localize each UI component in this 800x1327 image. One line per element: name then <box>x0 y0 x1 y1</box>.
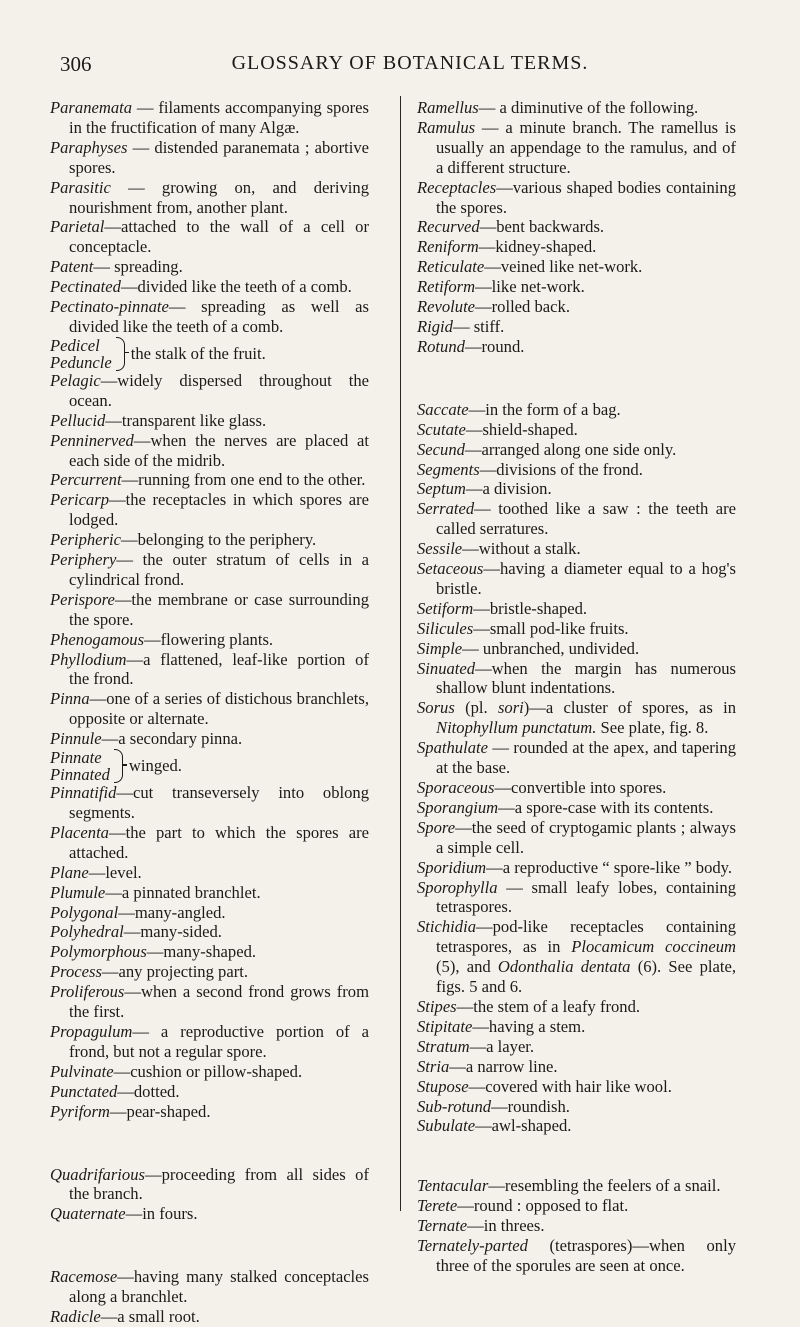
entry-term: Serrated <box>417 499 475 519</box>
entry-term: Racemose <box>50 1267 118 1287</box>
entry-term: Peduncle <box>50 352 112 372</box>
entry-term: Polygonal <box>50 902 119 922</box>
entry-term: Stratum <box>417 1036 470 1056</box>
glossary-entry: Stichidia—pod-like receptacles containing tetraspores, as in Plocamicum coccineum (5), and Odonthalia dentata (6). See plate, figs. 5 and 6. <box>417 917 736 997</box>
glossary-entry <box>50 942 369 962</box>
page-header <box>60 52 760 82</box>
entry-definition: —any projecting part. <box>101 962 248 982</box>
entry-definition: —rolled back. <box>475 297 570 317</box>
entry-term: Setiform <box>417 598 474 618</box>
glossary-entry <box>50 297 369 337</box>
entry-definition: —a pinnated branchlet. <box>105 882 261 902</box>
entry-definition: —roundish. <box>491 1096 570 1116</box>
glossary-entry <box>417 738 736 778</box>
glossary-entry <box>417 277 736 297</box>
glossary-entry <box>417 659 736 699</box>
section-gap <box>50 1224 369 1267</box>
entry-definition: — rounded at the apex, and tapering at the base. <box>436 738 736 778</box>
entry-term: Punctated <box>50 1081 118 1101</box>
entry-definition: —the membrane or case surrounding the spore. <box>69 589 369 629</box>
entry-term: Tentacular <box>417 1176 489 1196</box>
glossary-entry <box>417 798 736 818</box>
glossary-entry <box>417 559 736 599</box>
glossary-entry <box>417 460 736 480</box>
entry-term: Silicules <box>417 618 474 638</box>
entry-term: Patent <box>50 257 94 277</box>
entry-definition: —attached to the wall of a cell or conceptacle. <box>69 217 369 257</box>
entry-term: Pulvinate <box>50 1061 114 1081</box>
glossary-entry <box>417 1236 736 1276</box>
entry-term: Rotund <box>417 336 465 356</box>
entry-definition: —round. <box>464 336 525 356</box>
glossary-entry <box>50 689 369 729</box>
entry-definition: —divided like the teeth of a comb. <box>120 277 352 297</box>
glossary-entry <box>50 337 369 371</box>
glossary-entry <box>50 1022 369 1062</box>
entry-definition: —in threes. <box>467 1216 545 1236</box>
glossary-entry <box>417 297 736 317</box>
entry-definition: —bent backwards. <box>479 217 605 237</box>
entry-term: Septum <box>417 479 466 499</box>
glossary-entry <box>417 420 736 440</box>
glossary-entry <box>50 729 369 749</box>
entry-term: Stipes <box>417 996 457 1016</box>
entry-definition: —small pod-like fruits. <box>473 618 629 638</box>
entry-term: Pericarp <box>50 490 109 510</box>
page-number: 306 <box>60 52 92 76</box>
entry-definition: —belonging to the periphery. <box>120 530 317 550</box>
entry-term: Penninerved <box>50 430 134 450</box>
entry-definition: —the seed of cryptogamic plants ; always a simple cell. <box>436 817 736 857</box>
entry-definition: — a minute branch. The ramellus is usually an appendage to the ramulus, and of a different structure. <box>436 117 736 177</box>
entry-term: Pinnule <box>50 729 102 749</box>
glossary-entry <box>50 178 369 218</box>
entry-definition: —in fours. <box>125 1204 198 1224</box>
entry-term: Propagulum <box>50 1021 133 1041</box>
entry-term: Spathulate <box>417 738 488 758</box>
entry-definition: —a small root. <box>100 1307 200 1327</box>
glossary-entry <box>417 237 736 257</box>
entry-term: Ramulus <box>417 117 476 137</box>
entry-definition: —veined like net-work. <box>484 257 643 277</box>
entry-definition: —covered with hair like wool. <box>468 1076 672 1096</box>
glossary-entry <box>50 1082 369 1102</box>
left-column <box>50 98 369 1327</box>
glossary-entry <box>50 823 369 863</box>
entry-definition: —various shaped bodies containing the spores. <box>436 177 736 217</box>
entry-definition: —when a second frond grows from the first. <box>69 982 369 1022</box>
entry-term: Stichidia <box>417 917 476 937</box>
entry-definition: — a diminutive of the following. <box>478 98 699 117</box>
glossary-entry <box>417 257 736 277</box>
entry-term: Phyllodium <box>50 649 127 669</box>
glossary-entry <box>50 530 369 550</box>
glossary-entry <box>50 217 369 257</box>
running-title: GLOSSARY OF BOTANICAL TERMS. <box>231 52 589 74</box>
entry-definition: —without a stalk. <box>462 539 581 559</box>
glossary-entry <box>417 599 736 619</box>
glossary-entry <box>50 883 369 903</box>
entry-term: Plane <box>50 862 89 882</box>
entry-definition: —awl-shaped. <box>475 1116 572 1136</box>
entry-term: Stria <box>417 1056 450 1076</box>
entry-term: Terete <box>417 1196 458 1216</box>
glossary-entry <box>50 922 369 942</box>
entry-term: Sorus <box>417 698 455 718</box>
entry-term: Quadrifarious <box>50 1164 145 1184</box>
entry-term: Saccate <box>417 399 469 419</box>
entry-definition: —the receptacles in which spores are lodged. <box>69 490 369 530</box>
entry-term: Ramellus <box>417 98 479 117</box>
entry-definition: — stiff. <box>452 316 505 336</box>
glossary-entry <box>50 630 369 650</box>
glossary-entry <box>417 400 736 420</box>
glossary-entry <box>50 863 369 883</box>
glossary-entry <box>50 590 369 630</box>
glossary-entry <box>50 257 369 277</box>
brace-mark <box>114 749 123 783</box>
entry-definition: —arranged along one side only. <box>464 439 677 459</box>
glossary-entry <box>50 1267 369 1307</box>
glossary-entry <box>50 550 369 590</box>
glossary-entry <box>417 1017 736 1037</box>
entry-definition: —proceeding from all sides of the branch. <box>69 1164 369 1204</box>
entry-definition: —cut transeversely into oblong segments. <box>69 783 369 822</box>
entry-definition: —a narrow line. <box>449 1056 558 1076</box>
entry-definition: —pear-shaped. <box>109 1101 211 1121</box>
glossary-entry <box>50 1307 369 1327</box>
entry-definition: —a spore-case with its contents. <box>498 797 714 817</box>
entry-definition: —when the margin has numerous shallow blunt indentations. <box>436 658 736 698</box>
entry-definition: — a reproductive portion of a frond, but not a regular spore. <box>69 1021 369 1061</box>
entry-term: Parietal <box>50 217 105 237</box>
entry-definition: —having a stem. <box>472 1016 586 1036</box>
glossary-entry <box>417 858 736 878</box>
entry-term: Perispore <box>50 589 115 609</box>
entry-term: Proliferous <box>50 982 125 1002</box>
entry-definition: — filaments accompanying spores in the fructification of many Algæ. <box>69 98 369 137</box>
entry-definition: — spreading as well as divided like the teeth of a comb. <box>69 297 369 336</box>
entry-definition: —a division. <box>465 479 552 499</box>
glossary-entry <box>50 138 369 178</box>
glossary-entry <box>417 178 736 218</box>
glossary-entry <box>50 431 369 471</box>
glossary-entry <box>50 277 369 297</box>
entry-definition: —round : opposed to flat. <box>457 1196 629 1216</box>
entry-definition: —like net-work. <box>475 277 585 297</box>
entry-term: Phenogamous <box>50 629 145 649</box>
entry-definition: —the part to which the spores are attached. <box>69 822 369 862</box>
entry-term: Stipitate <box>417 1016 473 1036</box>
entry-term: Radicle <box>50 1307 101 1327</box>
entry-definition: —flowering plants. <box>144 629 274 649</box>
entry-term: Rigid <box>417 316 453 336</box>
entry-term: Recurved <box>417 217 480 237</box>
glossary-entry <box>50 1204 369 1224</box>
glossary-entry <box>50 650 369 690</box>
entry-term: Plumule <box>50 882 106 902</box>
entry-definition: —having a diameter equal to a hog's bristle. <box>436 559 736 598</box>
glossary-entry <box>50 411 369 431</box>
column-divider <box>400 96 401 1211</box>
entry-definition: —divisions of the frond. <box>479 459 643 479</box>
entry-term: Periphery <box>50 550 117 570</box>
glossary-entry <box>50 749 369 783</box>
entry-term: Percurrent <box>50 470 122 490</box>
glossary-entry <box>417 337 736 357</box>
entry-definition: —resembling the feelers of a snail. <box>488 1176 721 1196</box>
entry-definition: —a flattened, leaf-like portion of the frond. <box>69 649 369 689</box>
glossary-entry <box>417 619 736 639</box>
glossary-entry <box>417 440 736 460</box>
glossary-entry <box>417 878 736 918</box>
glossary-entry <box>417 1077 736 1097</box>
entry-term: Pinnated <box>50 765 110 785</box>
glossary-entry <box>50 470 369 490</box>
glossary-entry <box>417 778 736 798</box>
entry-definition: — unbranched, undivided. <box>462 638 640 658</box>
entry-definition: —dotted. <box>117 1081 180 1101</box>
entry-term: Paranemata <box>50 98 133 117</box>
entry-term: Quaternate <box>50 1204 126 1224</box>
entry-definition: —shield-shaped. <box>465 419 578 439</box>
entry-term: Reticulate <box>417 257 485 277</box>
entry-term: Secund <box>417 439 465 459</box>
glossary-entry <box>417 1176 736 1196</box>
entry-term: Sporidium <box>417 857 487 877</box>
section-gap <box>50 1122 369 1165</box>
entry-term: Retiform <box>417 277 476 297</box>
entry-definition: —many-angled. <box>118 902 226 922</box>
glossary-entry <box>50 962 369 982</box>
entry-term: Sporaceous <box>417 778 495 797</box>
entry-term: Pedicel <box>50 335 100 355</box>
entry-term: Sinuated <box>417 658 476 678</box>
entry-definition: —many-shaped. <box>146 942 257 962</box>
glossary-entry <box>417 499 736 539</box>
entry-definition: —running from one end to the other. <box>121 470 366 490</box>
glossary-entry <box>50 903 369 923</box>
glossary-entry <box>417 1097 736 1117</box>
entry-term: Pinnatifid <box>50 783 117 803</box>
glossary-entry <box>50 98 369 138</box>
entry-definition: —kidney-shaped. <box>478 237 597 257</box>
entry-term: Simple <box>417 638 463 658</box>
glossary-entry <box>50 783 369 823</box>
entry-definition: —cushion or pillow-shaped. <box>113 1061 303 1081</box>
glossary-entry <box>417 118 736 178</box>
entry-term: Pectinato-pinnate <box>50 297 169 317</box>
entry-definition: the stalk of the fruit. <box>130 343 266 363</box>
entry-term: Pyriform <box>50 1101 110 1121</box>
entry-term: Polyhedral <box>50 922 124 942</box>
entry-definition: —a layer. <box>469 1036 535 1056</box>
entry-term: Pinnate <box>50 748 102 768</box>
section-gap <box>417 357 736 400</box>
entry-definition: — growing on, and deriving nourishment from, another plant. <box>69 177 369 217</box>
entry-term: Pelagic <box>50 370 101 390</box>
entry-term: Spore <box>417 817 456 837</box>
glossary-entry <box>417 1116 736 1136</box>
entry-term: Revolute <box>417 297 476 317</box>
entry-definition: (tetraspores)—when only three of the sporules are seen at once. <box>436 1236 736 1275</box>
entry-definition: —convertible into spores. <box>494 778 667 797</box>
glossary-entry <box>417 639 736 659</box>
entry-term: Pinna <box>50 689 90 709</box>
entry-definition: —level. <box>88 862 142 882</box>
entry-term: Ternate <box>417 1216 468 1236</box>
entry-definition: —having many stalked conceptacles along a branchlet. <box>69 1267 369 1307</box>
entry-definition: —many-sided. <box>123 922 222 942</box>
entry-term: Sub-rotund <box>417 1096 492 1116</box>
glossary-entry <box>417 539 736 559</box>
entry-term: Parasitic <box>50 177 111 197</box>
glossary-entry <box>50 982 369 1022</box>
glossary-entry: Sorus (pl. sori)—a cluster of spores, as in Nitophyllum punctatum. See plate, fig. 8. <box>417 698 736 738</box>
glossary-entry <box>417 1057 736 1077</box>
glossary-entry <box>417 217 736 237</box>
entry-definition: — toothed like a saw : the teeth are called serratures. <box>436 499 736 539</box>
entry-term: Ternately-parted <box>417 1236 528 1256</box>
entry-definition: —widely dispersed throughout the ocean. <box>69 370 369 410</box>
entry-definition: —when the nerves are placed at each side of the midrib. <box>69 430 369 470</box>
entry-definition: — small leafy lobes, containing tetraspores. <box>436 877 736 917</box>
entry-term: Setaceous <box>417 559 484 579</box>
entry-term: Scutate <box>417 419 466 439</box>
entry-term: Reniform <box>417 237 479 257</box>
entry-definition: —in the form of a bag. <box>468 399 621 419</box>
glossary-entry <box>50 371 369 411</box>
entry-term: Receptacles <box>417 177 497 197</box>
entry-definition: — distended paranemata ; abortive spores. <box>69 137 369 177</box>
brace-mark <box>116 337 125 371</box>
entry-definition: —the stem of a leafy frond. <box>456 996 641 1016</box>
entry-definition: — spreading. <box>93 257 183 277</box>
entry-term: Sessile <box>417 539 463 559</box>
entry-definition: —bristle-shaped. <box>473 598 588 618</box>
entry-term: Sporophylla <box>417 877 498 897</box>
entry-term: Segments <box>417 459 480 479</box>
glossary-entry <box>50 1062 369 1082</box>
entry-term: Placenta <box>50 822 109 842</box>
entry-term: Stupose <box>417 1076 469 1096</box>
entry-definition: —transparent like glass. <box>105 410 267 430</box>
entry-term: Sporangium <box>417 797 499 817</box>
glossary-entry <box>417 98 736 118</box>
entry-term: Pellucid <box>50 410 106 430</box>
entry-term: Subulate <box>417 1116 476 1136</box>
glossary-entry <box>50 1102 369 1122</box>
entry-term: Paraphyses <box>50 137 128 157</box>
entry-definition: —a reproductive “ spore-like ” body. <box>486 857 733 877</box>
glossary-entry <box>50 1165 369 1205</box>
entry-term: Pectinated <box>50 277 121 297</box>
glossary-entry <box>417 479 736 499</box>
entry-term: Polymorphous <box>50 942 147 962</box>
entry-term: Peripheric <box>50 530 121 550</box>
entry-term: Process <box>50 962 102 982</box>
right-column <box>417 98 736 1276</box>
entry-definition: —one of a series of distichous branchlets, opposite or alternate. <box>69 689 369 729</box>
entry-definition: —a secondary pinna. <box>101 729 243 749</box>
glossary-entry <box>417 997 736 1017</box>
entry-definition: — the outer stratum of cells in a cylindrical frond. <box>69 550 369 589</box>
entry-definition: winged. <box>128 756 182 776</box>
glossary-entry <box>417 818 736 858</box>
section-gap <box>417 1136 736 1176</box>
glossary-entry <box>417 317 736 337</box>
glossary-entry <box>417 1216 736 1236</box>
glossary-entry <box>50 490 369 530</box>
glossary-entry <box>417 1196 736 1216</box>
glossary-entry <box>417 1037 736 1057</box>
